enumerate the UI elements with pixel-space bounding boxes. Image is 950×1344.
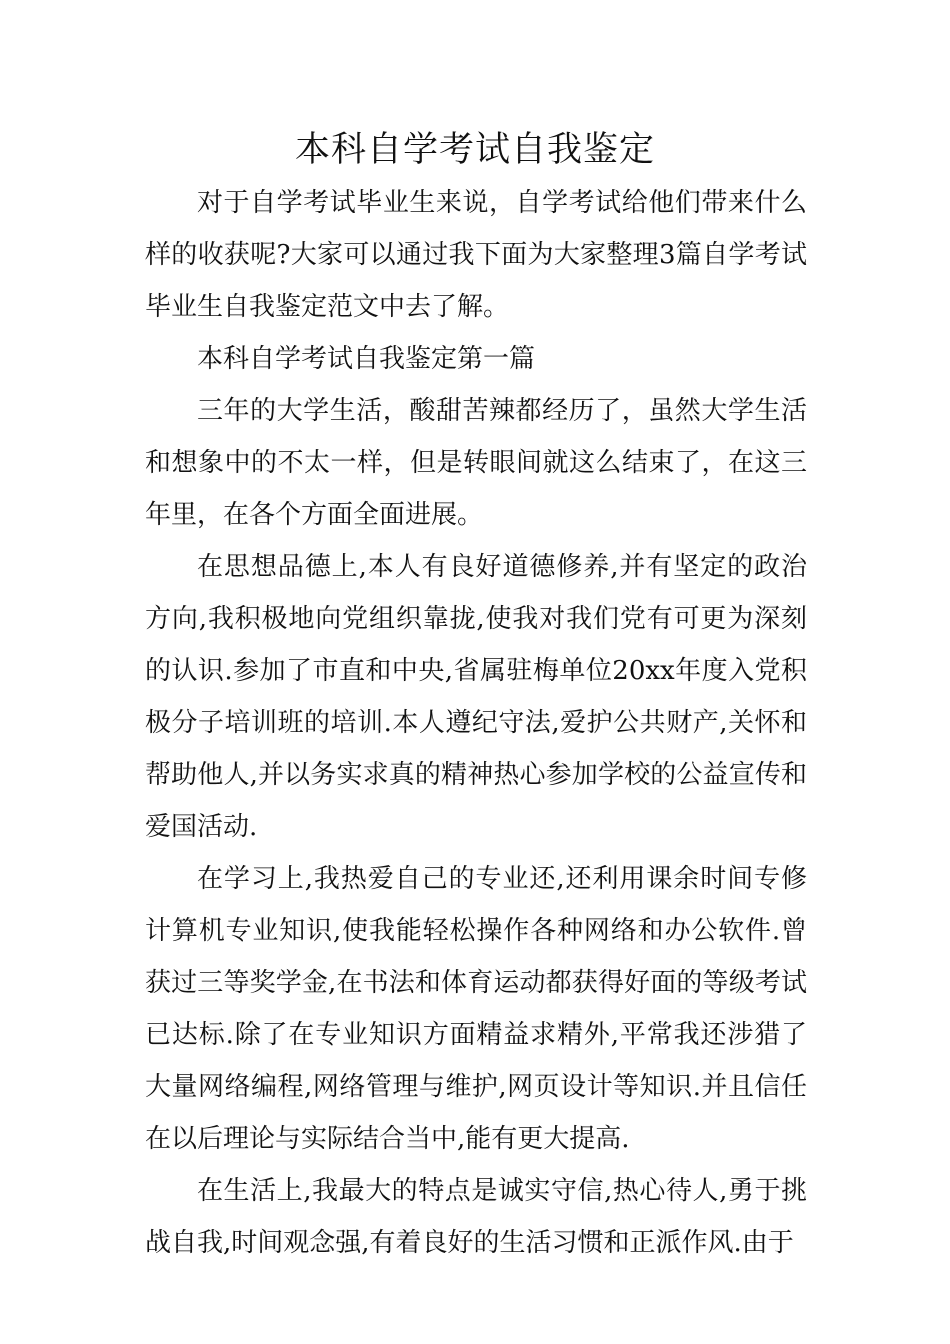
document-body [145,177,807,1269]
intro-paragraph: 对于自学考试毕业生来说，自学考试给他们带来什么样的收获呢?大家可以通过我下面为大家整理3篇自学考试毕业生自我鉴定范文中去了解。 [145,188,807,322]
body-paragraph: 在学习上,我热爱自己的专业还,还利用课余时间专修计算机专业知识,使我能轻松操作各种网络和办公软件.曾获过三等奖学金,在书法和体育运动都获得好面的等级考试已达标.除了在专业知识方面精益求精外,平常我还涉猎了大量网络编程,网络管理与维护,网页设计等知识.并且信任在以后理论与实际结合当中,能有更大提高. [145,864,807,1154]
section-heading: 本科自学考试自我鉴定第一篇 [197,344,536,374]
body-paragraph: 在思想品德上,本人有良好道德修养,并有坚定的政治方向,我积极地向党组织靠拢,使我对我们党有可更为深刻的认识.参加了市直和中央,省属驻梅单位20xx年度入党积极分子培训班的培训.本人遵纪守法,爱护公共财产,关怀和帮助他人,并以务实求真的精神热心参加学校的公益宣传和爱国活动. [145,552,807,842]
body-paragraph: 三年的大学生活，酸甜苦辣都经历了，虽然大学生活和想象中的不太一样，但是转眼间就这么结束了，在这三年里，在各个方面全面进展。 [145,396,807,530]
body-paragraph: 在生活上,我最大的特点是诚实守信,热心待人,勇于挑战自我,时间观念强,有着良好的生活习惯和正派作风.由于 [145,1176,807,1258]
document-title: 本科自学考试自我鉴定 [294,130,655,170]
